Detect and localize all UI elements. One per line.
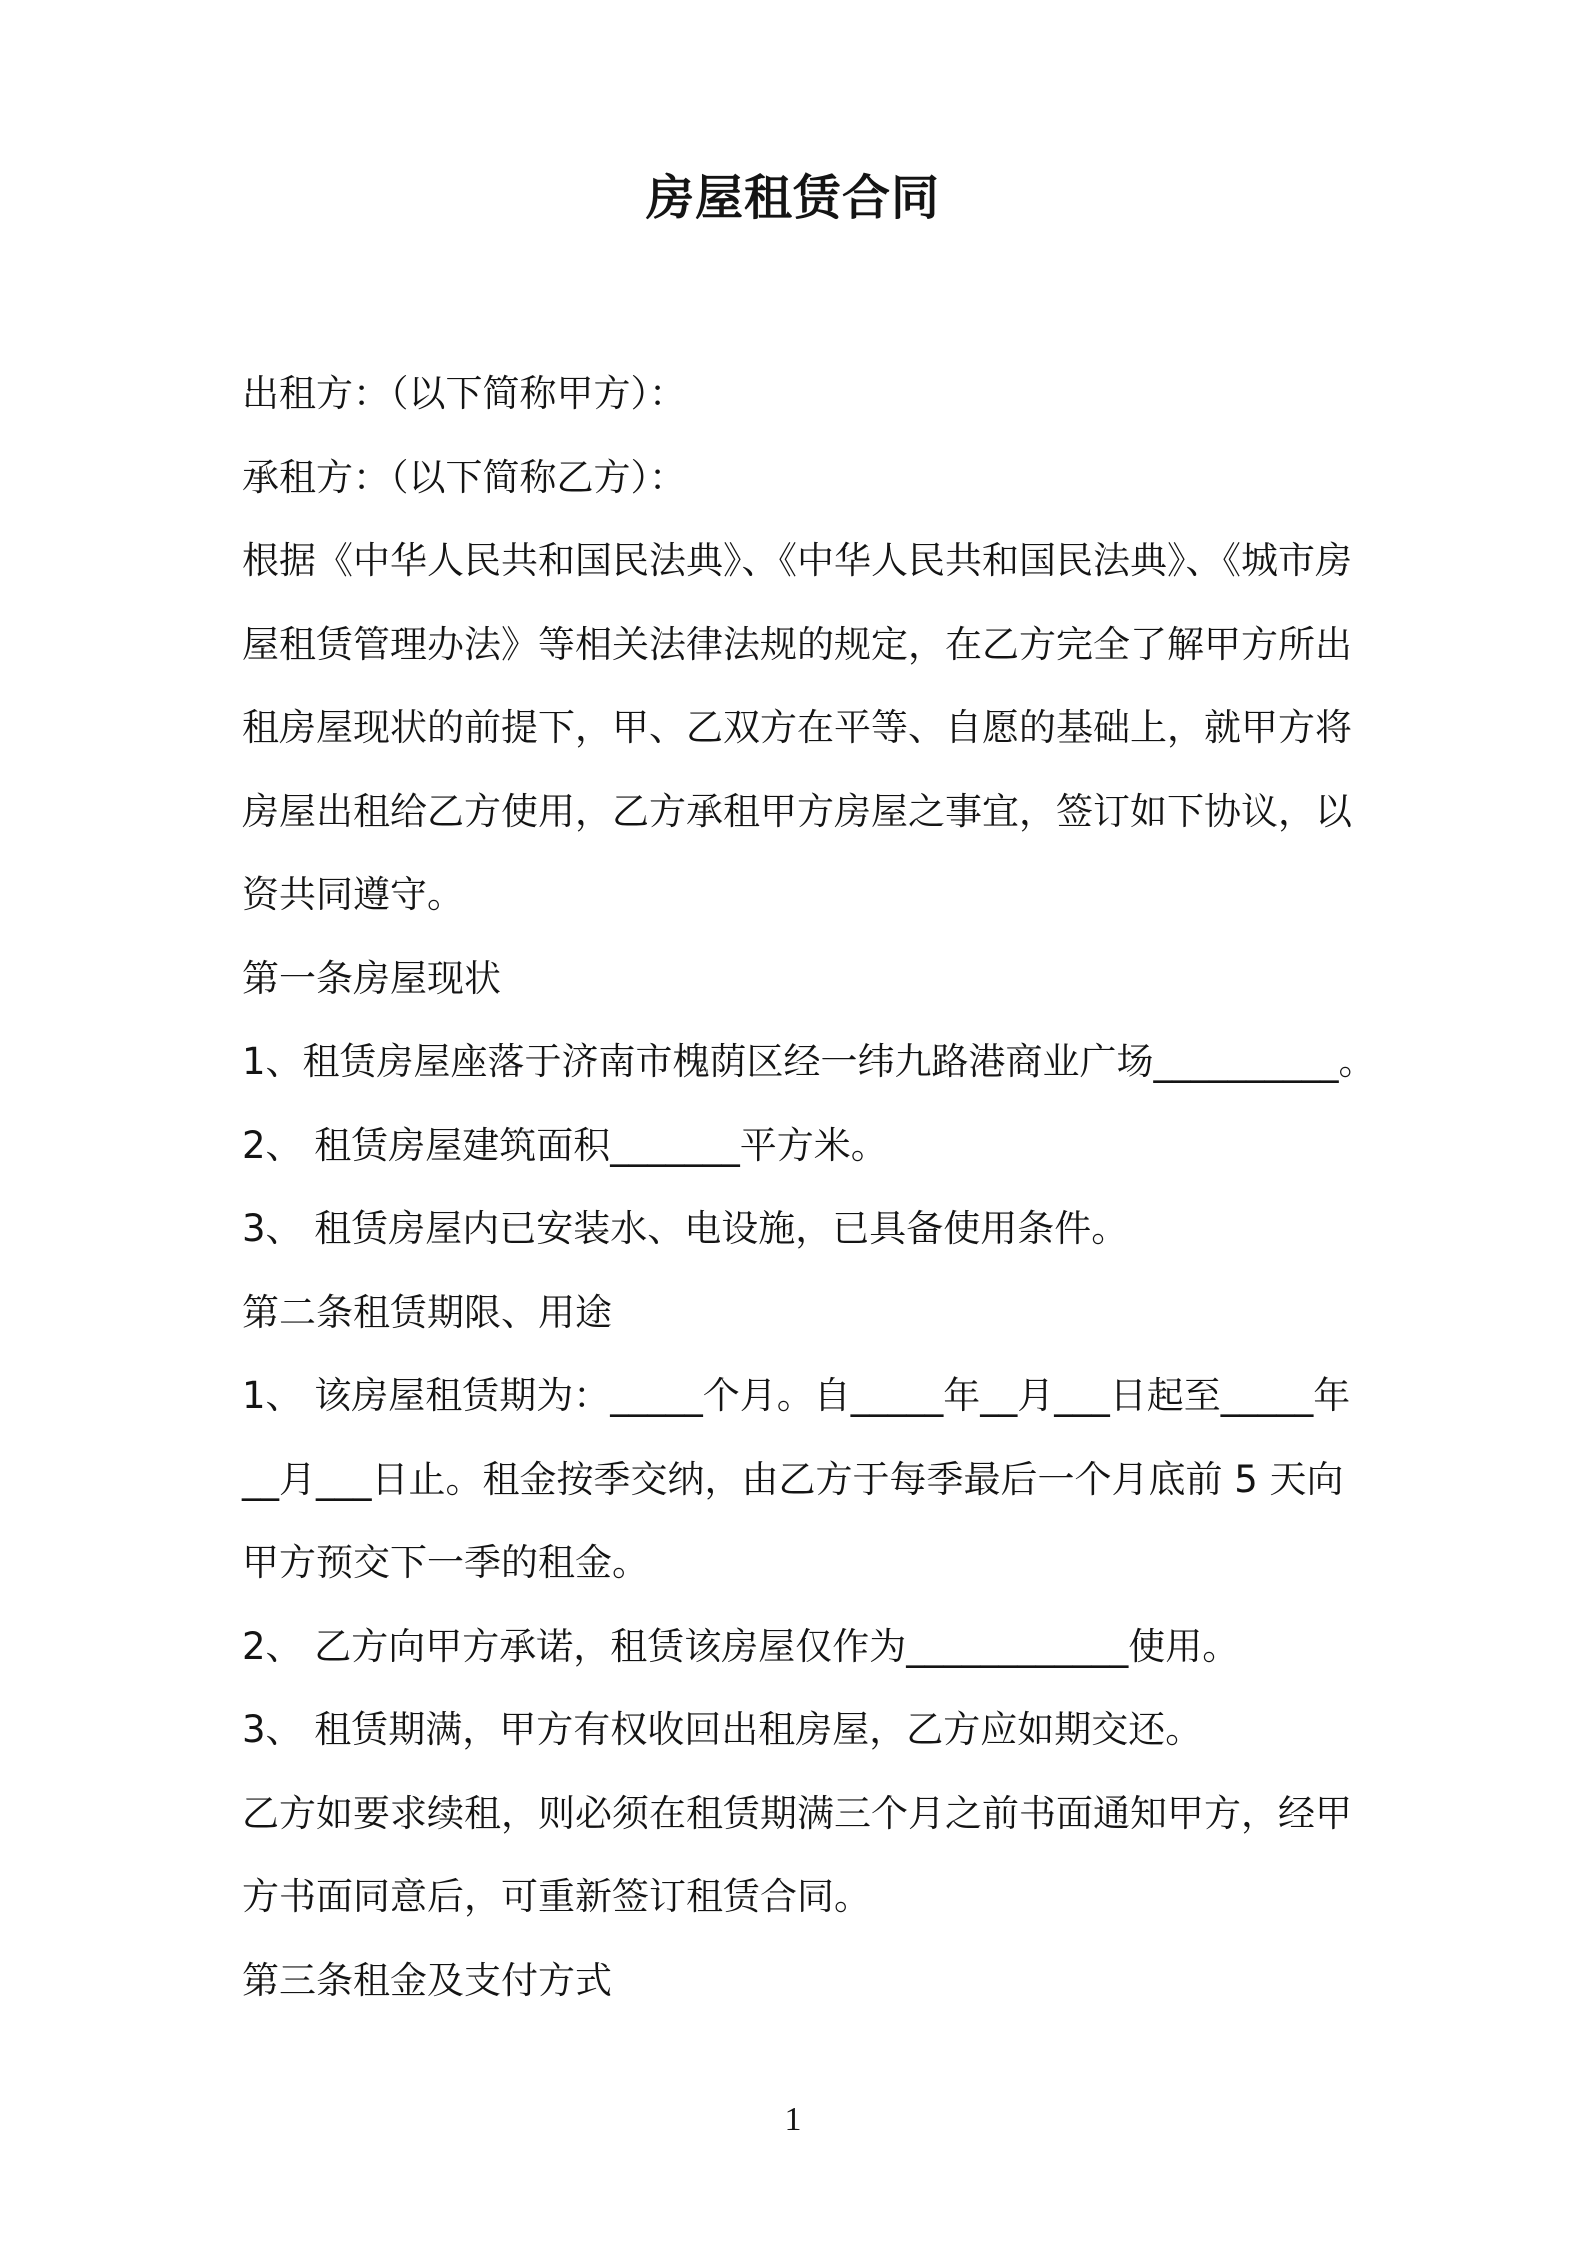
document-title: 房屋租赁合同 <box>645 170 940 226</box>
article-1-item-1: 1、租赁房屋座落于济南市槐荫区经一纬九路港商业广场__________。 <box>242 1040 1376 1083</box>
article-2-item-3: 3、 租赁期满，甲方有权收回出租房屋，乙方应如期交还。 <box>242 1708 1203 1751</box>
lessee-line: 承租方：（以下简称乙方）： <box>242 455 686 499</box>
document-body <box>242 352 1376 2022</box>
article-1-item-2: 2、 租赁房屋建筑面积_______平方米。 <box>242 1123 888 1167</box>
article-3-heading: 第三条租金及支付方式 <box>242 1958 612 2002</box>
article-1-heading: 第一条房屋现状 <box>242 956 501 1000</box>
renewal-paragraph: 乙方如要求续租，则必须在租赁期满三个月之前书面通知甲方，经甲方书面同意后，可重新签订租赁合同。 <box>242 1791 1352 1918</box>
article-1-item-3: 3、 租赁房屋内已安装水、电设施，已具备使用条件。 <box>242 1207 1129 1250</box>
page-number: 1 <box>784 2101 802 2138</box>
article-2-item-1: 1、 该房屋租赁期为：_____个月。自_____年__月___日起至_____年__月___日止。租金按季交纳，由乙方于每季最后一个月底前 5 天向甲方预交下一季的租金。 <box>242 1374 1351 1584</box>
article-2-heading: 第二条租赁期限、用途 <box>242 1290 612 1334</box>
article-2-item-2: 2、 乙方向甲方承诺，租赁该房屋仅作为____________使用。 <box>242 1624 1240 1668</box>
lessor-line: 出租方：（以下简称甲方）： <box>242 372 686 415</box>
preamble-paragraph: 根据《中华人民共和国民法典》、《中华人民共和国民法典》、《城市房屋租赁管理办法》等相关法律法规的规定，在乙方完全了解甲方所出租房屋现状的前提下，甲、乙双方在平等、自愿的基础上，就甲方将房屋出租给乙方使用，乙方承租甲方房屋之事宜，签订如下协议，以资共同遵守。 <box>242 539 1352 916</box>
